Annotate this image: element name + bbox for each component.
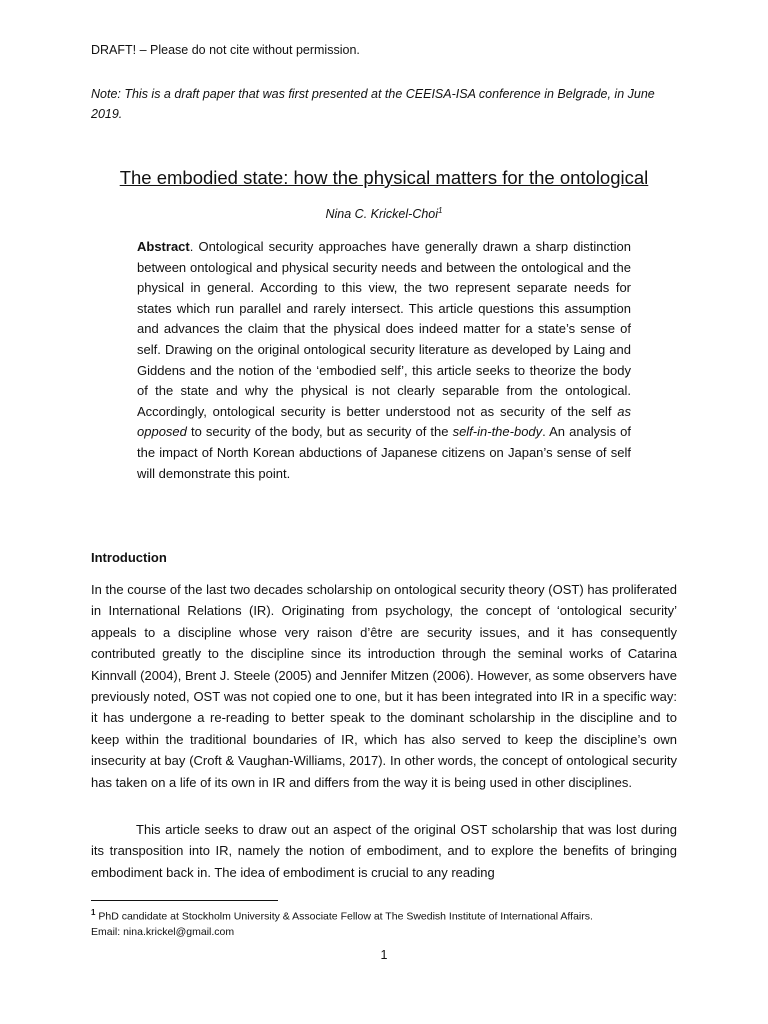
paper-title: The embodied state: how the physical matters for the ontological	[119, 167, 649, 188]
footnote-mark: 1	[91, 908, 96, 917]
abstract-label: Abstract	[137, 239, 190, 254]
footnote	[91, 905, 681, 940]
draft-notice: DRAFT! – Please do not cite without permission.	[91, 43, 360, 57]
abstract-emphasis-1: as opposed	[137, 403, 631, 440]
author-footnote-mark[interactable]: 1	[438, 206, 443, 215]
abstract-emphasis-2: self-in-the-body	[452, 424, 543, 440]
abstract-text-1: . Ontological security approaches have generally drawn a sharp distinction between ontological and physical security needs and between the ontological and the physical in general. According to this view, the two represent separate needs for states which run parallel and rarely intersect. This article questions this assumption and advances the claim that the physical does indeed matter for a state’s sense of self. Drawing on the original ontological security literature as developed by Laing and Giddens and the notion of the ‘embodied self’, this article seeks to theorize the body of the state and why the physical is not clearly separable from the ontological. Accordingly, ontological security is better understood not as security of the self	[137, 239, 631, 419]
page-number: 1	[380, 948, 388, 962]
abstract-text-3: . An analysis of the impact of North Korean abductions of Japanese citizens on Japan’s sense of self will demonstrate this point.	[137, 424, 631, 481]
footnote-divider	[91, 900, 278, 901]
abstract	[137, 237, 631, 484]
footnote-email[interactable]: Email: nina.krickel@gmail.com	[91, 925, 235, 938]
introduction-paragraph-1: In the course of the last two decades scholarship on ontological security theory (OST) has proliferated in International Relations (IR). Originating from psychology, the concept of ‘ontological security’ appeals to a discipline whose very raison d’être are security issues, and it has consequently contributed greatly to the discipline since its introduction through the seminal works of Catarina Kinnvall (2004), Brent J. Steele (2005) and Jennifer Mitzen (2006). However, as some observers have previously noted, OST was not copied one to one, but it has been integrated into IR in a specific way: it has undergone a re-reading to better speak to the dominant scholarship in the discipline and to keep within the traditional boundaries of IR, which has also served to keep the discipline’s own insecurity at bay (Croft & Vaughan-Williams, 2017). In other words, the concept of ontological security has taken on a life of its own in IR and differs from the way it is being used in other disciplines.	[91, 582, 677, 790]
introduction-heading: Introduction	[91, 550, 167, 565]
footnote-affiliation: PhD candidate at Stockholm University & Associate Fellow at The Swedish Institute of International Affairs.	[95, 910, 593, 923]
conference-note: Note: This is a draft paper that was first presented at the CEEISA-ISA conference in Belgrade, in June 2019.	[91, 87, 655, 121]
abstract-text-2: to security of the body, but as security of the	[186, 424, 453, 440]
author-name: Nina C. Krickel-Choi	[325, 207, 439, 222]
author-line	[0, 206, 768, 221]
footnote-line-1	[91, 905, 681, 925]
introduction-paragraph-2: This article seeks to draw out an aspect of the original OST scholarship that was lost during its transposition into IR, namely the notion of embodiment, and to explore the benefits of bringing embodiment back in. The idea of embodiment is crucial to any reading	[91, 822, 677, 880]
